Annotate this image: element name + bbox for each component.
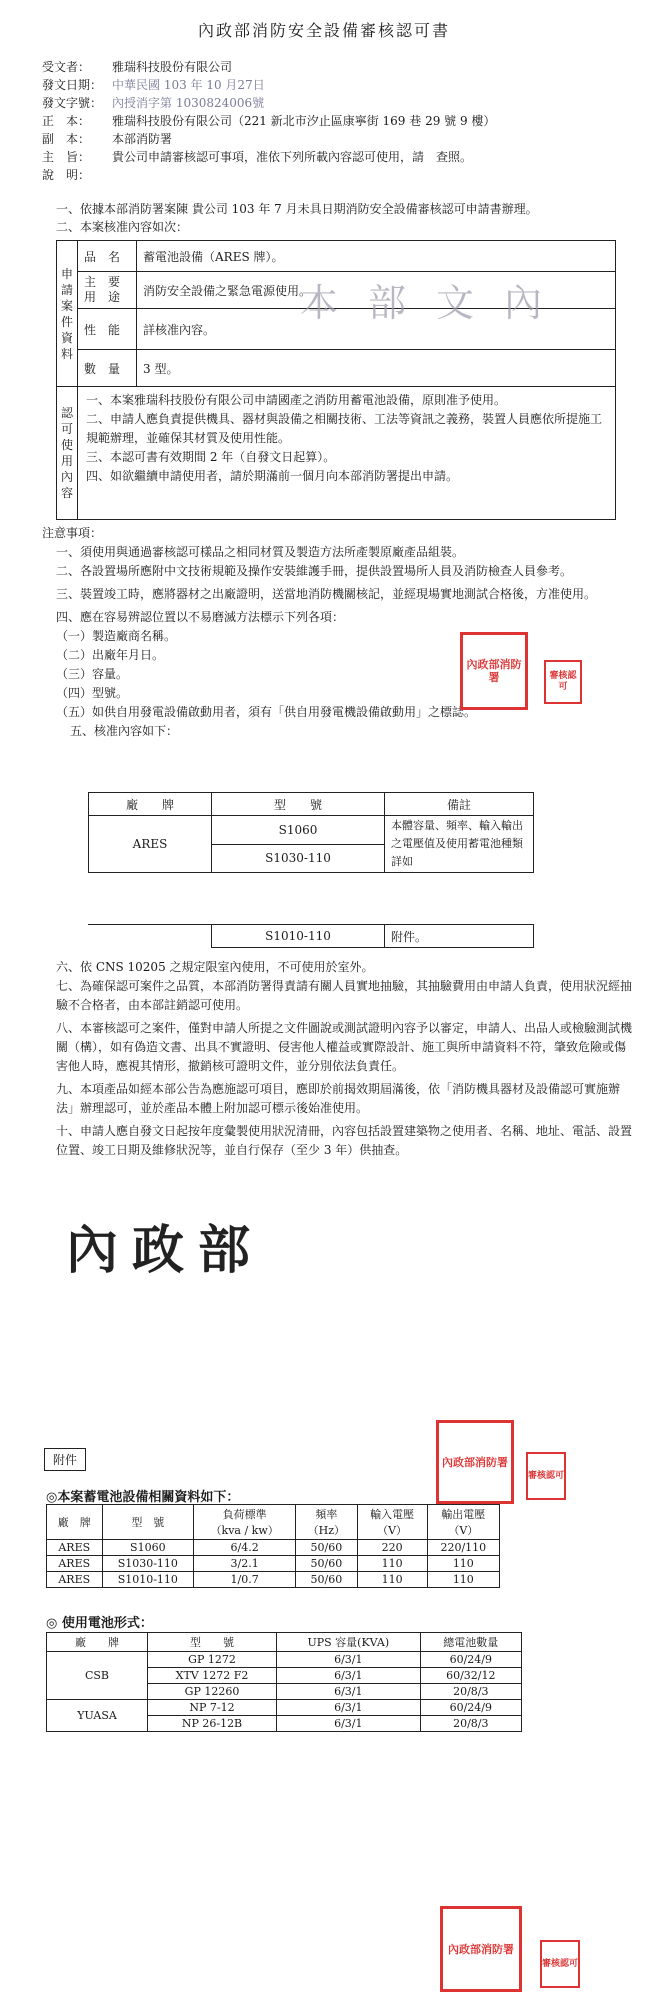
subject-line: 主 旨： 貴公司申請審核認可事項，准依下列所載內容認可使用，請 查照。 <box>42 150 473 164</box>
table-row: YUASA NP 7-12 6/3/1 60/24/9 <box>47 1700 522 1716</box>
t1-header: 廠 牌 <box>47 1505 103 1540</box>
approval-item: 一、本案雅瑞科技股份有限公司申請國產之消防用蓄電池設備，原則准予使用。 <box>86 393 507 407</box>
t2-header: 廠 牌 <box>47 1633 148 1652</box>
battery-type-table <box>46 1632 522 1732</box>
t2-header: UPS 容量(KVA) <box>277 1633 421 1652</box>
sub-item: （二）出廠年月日。 <box>56 648 165 662</box>
row-value: 3 型。 <box>137 350 616 387</box>
spec-table <box>88 792 534 873</box>
spec-model: S1030-110 <box>212 844 385 873</box>
overprint-stamp: 本部文內 <box>300 281 573 325</box>
t1-header: 頻率 （Hz） <box>296 1505 357 1540</box>
row-value: 詳核准內容。 <box>137 309 616 350</box>
note-item: 九、本項產品如經本部公告為應施認可項目，應即於前揭效期屆滿後，依「消防機具器材及設備認可實施辦法」辦理認可，並於產品本體上附加認可標示後始准使用。 <box>56 1082 621 1115</box>
header-block <box>42 58 632 184</box>
table-row: ARES S1010-110 1/0.7 50/60 110 110 <box>47 1572 500 1588</box>
approved-content-title: 五、核准內容如下： <box>70 724 179 738</box>
spec-remark-cont: 附件。 <box>385 925 534 948</box>
notes-title: 注意事項： <box>42 526 103 540</box>
approval-item: 三、本認可書有效期間 2 年（自發文日起算）。 <box>86 450 336 464</box>
table-row: ARES S1030-110 3/2.1 50/60 110 110 <box>47 1556 500 1572</box>
attachment-title-2: ◎ 使用電池形式： <box>46 1616 153 1631</box>
issue-date: 中華民國 103 年 10 月27日 <box>112 78 265 92</box>
t1-header: 輸出電壓 （V） <box>427 1505 499 1540</box>
note-item: 六、依 CNS 10205 之規定限室內使用，不可使用於室外。 <box>56 960 374 974</box>
note-item: 八、本審核認可之案件，僅對申請人所提之文件圖說或測試證明內容予以審定，申請人、出品人或檢驗測試機關（構），如有偽造文書、出具不實證明、侵害他人權益或實際設計、施工與所申請資料不符，肇致危險或傷害他人時，應視其情形，撤銷核可證明文件，並分別依法負責任。 <box>56 1021 633 1073</box>
explanation-label: 說 明： <box>42 168 91 182</box>
row-value: 蓄電池設備（ARES 牌）。 <box>137 241 616 272</box>
issuer-name: 內政部 <box>66 1221 265 1281</box>
sub-item: （一）製造廠商名稱。 <box>56 629 177 643</box>
sub-item: （五）如供自用發電設備啟動用者，須有「供自用發電機設備啟動用」之標誌。 <box>56 705 477 719</box>
approval-side-label: 認可使用內容 <box>57 387 78 520</box>
spec-model: S1060 <box>212 816 385 845</box>
official-seal: 內政部消防署 <box>440 1906 522 1992</box>
document-title: 內政部消防安全設備審核認可書 <box>197 21 450 40</box>
spec-header: 備註 <box>385 793 534 816</box>
sub-item: （四）型號。 <box>56 686 129 700</box>
table-row: CSB GP 1272 6/3/1 60/24/9 <box>47 1652 522 1668</box>
more-notes-block <box>56 958 634 1160</box>
row-key: 品 名 <box>78 241 137 272</box>
row-value: 消防安全設備之緊急電源使用。 <box>137 272 616 309</box>
spec-header: 型 號 <box>212 793 385 816</box>
t2-header: 總電池數量 <box>420 1633 521 1652</box>
note-item: 三、裝置竣工時，應將器材之出廠證明，送當地消防機關核記，並經現場實地測試合格後，方准使用。 <box>56 587 597 601</box>
spec-brand: ARES <box>89 816 212 873</box>
doc-number-line: 發文字號： 內授消字第 1030824006號 <box>42 96 265 110</box>
explain-item: 二、本案核准內容如次： <box>56 220 189 234</box>
official-seal: 內政部消防署 <box>436 1420 514 1504</box>
table-row: ARES S1060 6/4.2 50/60 220 220/110 <box>47 1540 500 1556</box>
attachment-title-1: ◎本案蓄電池設備相關資料如下： <box>46 1490 240 1505</box>
notes-block <box>42 524 632 741</box>
doc-number: 內授消字第 1030824006號 <box>112 96 265 110</box>
approval-item: 四、如欲繼續申請使用者，請於期滿前一個月向本部消防署提出申請。 <box>86 469 459 483</box>
small-seal: 審核認可 <box>540 1940 580 1988</box>
explain-item: 一、依據本部消防署案陳 貴公司 103 年 7 月未具日期消防安全設備審核認可申請書辦理。 <box>56 202 538 216</box>
t1-header: 輸入電壓 （V） <box>357 1505 427 1540</box>
spec-model: S1010-110 <box>212 925 385 948</box>
small-seal: 審核認可 <box>526 1452 566 1500</box>
small-seal: 審核認可 <box>544 660 582 704</box>
approval-item: 二、申請人應負責提供機具、器材與設備之相關技術、工法等資訊之義務，裝置人員應依所提施工規範辦理，並確保其材質及使用性能。 <box>86 412 603 445</box>
t1-header: 負荷標準 （kva / kw） <box>194 1505 296 1540</box>
battery-equipment-table <box>46 1504 500 1588</box>
row-key: 性 能 <box>78 309 137 350</box>
attachment-label: 附件 <box>44 1448 86 1471</box>
note-item: 二、各設置場所應附中文技術規範及操作安裝維護手冊，提供設置場所人員及消防檢查人員參考。 <box>56 564 573 578</box>
official-seal: 內政部消防署 <box>460 632 528 710</box>
spec-header: 廠 牌 <box>89 793 212 816</box>
battery-brand: CSB <box>47 1652 148 1700</box>
date-line: 發文日期： 中華民國 103 年 10 月27日 <box>42 78 265 92</box>
t1-header: 型 號 <box>102 1505 194 1540</box>
sub-item: （三）容量。 <box>56 667 129 681</box>
application-side-label: 申請案件資料 <box>57 241 78 387</box>
note-item: 十、申請人應自發文日起按年度彙製使用狀況清冊，內容包括設置建築物之使用者、名稱、地址、電話、設置位置、竣工日期及維修狀況等，並自行保存（至少 3 年）供抽查。 <box>56 1124 633 1157</box>
recipient-line: 受文者： 雅瑞科技股份有限公司 <box>42 60 233 74</box>
explanation-block <box>56 200 636 236</box>
table-row: GP 12260 6/3/1 20/8/3 <box>47 1684 522 1700</box>
approval-content <box>78 387 616 520</box>
table-row: XTV 1272 F2 6/3/1 60/32/12 <box>47 1668 522 1684</box>
spec-table-continued <box>88 924 534 948</box>
main-copy-line: 正 本： 雅瑞科技股份有限公司（221 新北市汐止區康寧街 169 巷 29 號 9 樓） <box>42 114 496 128</box>
spec-remark: 本體容量、頻率、輸入輸出之電壓值及使用蓄電池種類詳如 <box>385 816 534 873</box>
row-key: 數 量 <box>78 350 137 387</box>
cc-line: 副 本： 本部消防署 <box>42 132 173 146</box>
note-item: 四、應在容易辨認位置以不易磨滅方法標示下列各項： <box>56 610 345 624</box>
battery-brand: YUASA <box>47 1700 148 1732</box>
t2-header: 型 號 <box>148 1633 277 1652</box>
row-key: 主 要 用 途 <box>78 272 137 309</box>
note-item: 七、為確保認可案件之品質，本部消防署得責請有關人員實地抽驗，其抽驗費用由申請人負責，使用狀況經抽驗不合格者，由本部註銷認可使用。 <box>56 979 633 1012</box>
table-row: NP 26-12B 6/3/1 20/8/3 <box>47 1716 522 1732</box>
note-item: 一、須使用與通過審核認可樣品之相同材質及製造方法所產製原廠產品組裝。 <box>56 545 465 559</box>
